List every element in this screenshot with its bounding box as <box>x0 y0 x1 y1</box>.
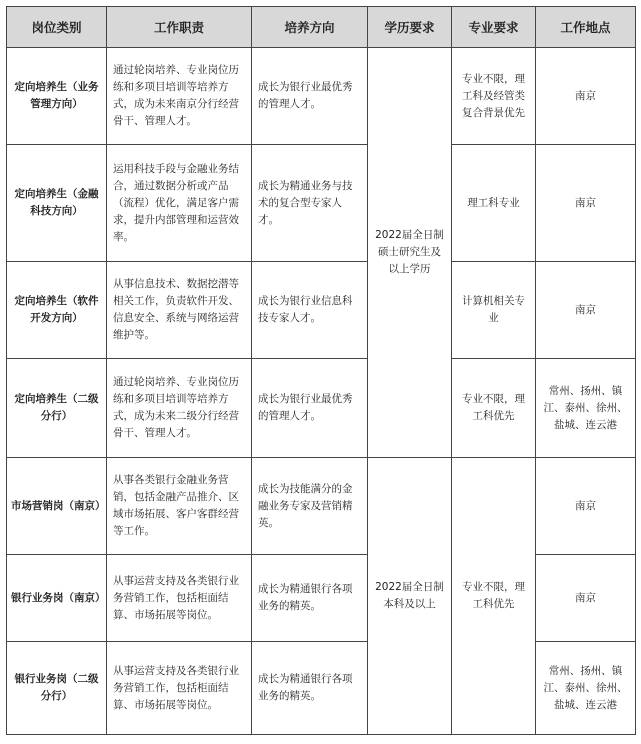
education-graduate: 2022届全日制硕士研究生及以上学历 <box>368 48 452 458</box>
header-education: 学历要求 <box>368 7 452 48</box>
row-category: 定向培养生（业务管理方向） <box>7 48 107 145</box>
row-major: 专业不限，理工科及经管类复合背景优先 <box>452 48 536 145</box>
row-direction: 成长为银行业最优秀的管理人才。 <box>252 48 368 145</box>
row-direction: 成长为技能满分的金融业务专家及营销精英。 <box>252 458 368 555</box>
row-category: 定向培养生（金融科技方向） <box>7 145 107 262</box>
row-location: 南京 <box>536 458 636 555</box>
row-duties: 从事运营支持及各类银行业务营销工作，包括柜面结算、市场拓展等岗位。 <box>107 555 252 642</box>
row-location: 南京 <box>536 145 636 262</box>
row-duties: 从事信息技术、数据挖潜等相关工作，负责软件开发、信息安全、系统与网络运营维护等。 <box>107 262 252 359</box>
row-category: 银行业务岗（二级分行） <box>7 642 107 735</box>
table-row <box>7 359 636 458</box>
header-major: 专业要求 <box>452 7 536 48</box>
row-major: 理工科专业 <box>452 145 536 262</box>
header-row <box>7 7 636 48</box>
row-category: 定向培养生（软件开发方向） <box>7 262 107 359</box>
job-table <box>6 6 636 735</box>
row-duties: 从事各类银行金融业务营销，包括金融产品推介、区域市场拓展、客户客群经营等工作。 <box>107 458 252 555</box>
table-row <box>7 555 636 642</box>
row-location: 常州、扬州、镇江、泰州、徐州、盐城、连云港 <box>536 642 636 735</box>
table-row <box>7 145 636 262</box>
row-location: 南京 <box>536 555 636 642</box>
row-location: 南京 <box>536 48 636 145</box>
table-row <box>7 642 636 735</box>
row-duties: 通过轮岗培养、专业岗位历练和多项目培训等培养方式，成为未来二级分行经营骨干、管理人才。 <box>107 359 252 458</box>
header-duties: 工作职责 <box>107 7 252 48</box>
row-major: 专业不限，理工科优先 <box>452 458 536 735</box>
row-direction: 成长为银行业最优秀的管理人才。 <box>252 359 368 458</box>
row-duties: 运用科技手段与金融业务结合，通过数据分析或产品（流程）优化，满足客户需求，提升内部管理和运营效率。 <box>107 145 252 262</box>
row-direction: 成长为银行业信息科技专家人才。 <box>252 262 368 359</box>
row-direction: 成长为精通银行各项业务的精英。 <box>252 642 368 735</box>
row-location: 常州、扬州、镇江、泰州、徐州、盐城、连云港 <box>536 359 636 458</box>
header-location: 工作地点 <box>536 7 636 48</box>
row-location: 南京 <box>536 262 636 359</box>
table-row <box>7 458 636 555</box>
education-undergrad: 2022届全日制本科及以上 <box>368 458 452 735</box>
row-category: 银行业务岗（南京） <box>7 555 107 642</box>
row-duties: 从事运营支持及各类银行业务营销工作，包括柜面结算、市场拓展等岗位。 <box>107 642 252 735</box>
row-direction: 成长为精通银行各项业务的精英。 <box>252 555 368 642</box>
table-row <box>7 48 636 145</box>
table-row <box>7 262 636 359</box>
document <box>6 6 636 735</box>
row-category: 市场营销岗（南京） <box>7 458 107 555</box>
header-category: 岗位类别 <box>7 7 107 48</box>
row-direction: 成长为精通业务与技术的复合型专家人才。 <box>252 145 368 262</box>
header-direction: 培养方向 <box>252 7 368 48</box>
row-duties: 通过轮岗培养、专业岗位历练和多项目培训等培养方式，成为未来南京分行经营骨干、管理人才。 <box>107 48 252 145</box>
row-major: 计算机相关专业 <box>452 262 536 359</box>
row-major: 专业不限，理工科优先 <box>452 359 536 458</box>
row-category: 定向培养生（二级分行） <box>7 359 107 458</box>
